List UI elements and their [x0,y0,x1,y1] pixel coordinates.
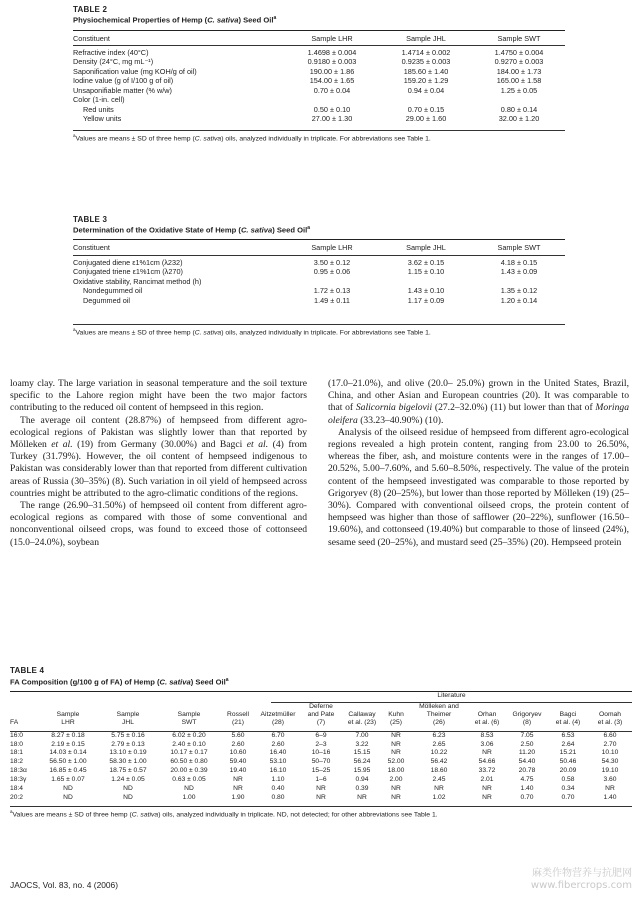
table3-rule-top [73,239,565,240]
table3-header-row [73,243,565,253]
table4-cell: 15.15 [353,749,371,757]
table4-literature-label: Literature [437,692,466,699]
table4-cell: NR [391,740,401,748]
table4-cell: NR [233,776,243,784]
table4-cell: NR [391,749,401,757]
table4-header [342,703,382,728]
table3-row [73,258,565,268]
table4-cell: 16.10 [269,767,287,775]
table4-cell: 0.40 [271,785,285,793]
table3-row-label: Oxidative stability, Rancimat method (h) [73,276,202,286]
table4-cell: 13.10 ± 0.19 [109,749,147,757]
table4-header-line: Sample [116,711,140,719]
table4-cell: 2.65 [432,740,446,748]
table3-cell: 1.43 ± 0.09 [500,267,538,276]
table4-fa-label: 18:3α [10,767,27,775]
table2-header: Constituent [73,34,110,43]
table2-row [73,114,565,124]
table4-cell: 1.10 [271,776,285,784]
table4-rule-bottom [10,806,632,807]
table2-cell: 0.9235 ± 0.003 [401,57,451,66]
table4-cell: 2.01 [480,776,494,784]
table4-cell: 2.60 [271,740,285,748]
table4-cell: NR [482,785,492,793]
table3-rule-mid [73,255,565,256]
table4-cell: 3.60 [603,776,617,784]
table4-cell: 56.24 [353,758,371,766]
table3-cell [285,277,379,287]
table2-row [73,86,565,96]
table4-row [10,741,632,750]
table4-cell: 4.75 [520,776,534,784]
table4-header-row [10,703,632,728]
table4-fa-label: 18:4 [10,785,24,793]
table2-rule-bottom [73,130,565,131]
table2-cell: 0.94 ± 0.04 [407,85,445,95]
table4-fa-label: 18:2 [10,758,24,766]
watermark [531,868,632,892]
table4-row [10,767,632,776]
table4-fa-label: 16:0 [10,731,24,739]
table4-header-line: Rossell [227,711,249,719]
table2-cell: 0.9180 ± 0.003 [307,57,357,66]
table4-header-line: Grigoryev [512,711,542,719]
table4-cell: 50.46 [559,758,577,766]
table4-cell: 50–70 [311,758,331,766]
table4-cell: 18.75 ± 0.57 [109,767,147,775]
table4-cell: 2.70 [603,740,617,748]
table2-row-label: Refractive index (40°C) [73,47,149,57]
table4-cell: 52.00 [387,758,405,766]
table4-header-line: Orhan [477,711,497,719]
table2-cell: 29.00 ± 1.60 [405,114,447,123]
body-paragraph: The range (26.90–31.50%) of hempseed oil content from different agro-ecological regions as compared with those of some conventional and nonconventional oilseed crops, was found to exceed those of cottonseed (15.0–24.0%), soybean [10,500,307,548]
table4-cell: NR [391,731,401,739]
table3-header: Sample SWT [497,243,541,252]
table3-cell: 1.72 ± 0.13 [313,286,351,295]
table4-cell: 6.70 [271,731,285,739]
table4-header-line: LHR [61,719,75,727]
table2-cell: 185.60 ± 1.40 [403,66,449,76]
table2-header: Sample SWT [497,34,541,43]
table2-cell: 27.00 ± 1.30 [311,114,353,123]
table4-header-line: Deferne [309,703,333,710]
table4-cell: 2.45 [432,776,446,784]
table2-row-label: Unsaponifiable matter (% w/w) [73,85,172,95]
table4-cell: 11.20 [518,749,536,757]
table4-cell: 10–16 [311,749,331,757]
table2-cell: 0.70 ± 0.04 [313,85,351,95]
table4-cell: 1–6 [315,776,327,784]
table2-row-label: Color (1-in. cell) [73,95,125,104]
table4-cell: NR [316,793,326,801]
table4-header-line: SWT [181,719,197,727]
table3-row-label: Conjugated diene ε1%1cm (λ232) [73,257,183,267]
table4-cell: ND [123,785,133,793]
table4-cell: 56.50 ± 1.00 [49,758,87,766]
table4-header: FA [10,718,19,726]
body-left-column [10,378,307,549]
table2-row [73,57,565,67]
table2-cell: 1.4714 ± 0.002 [401,47,451,57]
table2-title: Physiochemical Properties of Hemp (C. sativa) Seed Oil$^a$ [73,15,277,25]
table2-row [73,76,565,86]
table4-row [10,758,632,767]
table2-cell: 154.00 ± 1.65 [309,76,355,85]
table4-header-line: et al. (3) [597,719,623,727]
table3-rule-bottom [73,324,565,325]
table3-row-label: Nondegummed oil [83,286,143,295]
table4-header-line: Callaway [348,711,376,719]
table4-cell: 1.00 [182,793,196,801]
table2-rule-top [73,30,565,31]
table2-header: Sample JHL [406,34,446,43]
table2-cell: 1.25 ± 0.05 [500,85,538,95]
table4-header [300,703,342,728]
table2-cell: 0.80 ± 0.14 [500,104,538,114]
table2-cell [473,95,565,105]
table4-cell: 3.06 [480,740,494,748]
table4-cell: 6.23 [432,731,446,739]
table4-cell: ND [184,785,194,793]
table4-fa-label: 18:0 [10,740,24,748]
table4-cell: 1.40 [520,785,534,793]
table4-cell: 33.72 [478,767,496,775]
table4-cell: 18.00 [387,767,405,775]
table2-label: TABLE 2 [73,5,108,14]
table2-row-label: Yellow units [83,114,122,123]
table4-header-line: Oomah [599,711,621,719]
table4-cell: 5.75 ± 0.16 [111,731,145,739]
table3-row-label: Conjugated triene ε1%1cm (λ270) [73,267,183,276]
table4-cell: 0.94 [355,776,369,784]
table2-row [73,105,565,115]
table4-cell: 20.78 [518,767,536,775]
table4-cell: 7.00 [355,731,369,739]
table4-fa-label: 18:3γ [10,776,27,784]
table4-cell: NR [391,793,401,801]
table3-cell: 0.95 ± 0.06 [313,267,351,276]
table4-row [10,794,632,803]
table2-cell [379,95,473,105]
table4-cell: 20.00 ± 0.39 [170,767,208,775]
table4-header-line: Theimer [426,711,452,719]
table2-cell: 159.20 ± 1.29 [403,76,449,85]
table4-header [220,703,256,728]
body-paragraph: Analysis of the oilseed residue of hempseed from different agro-ecological regions revealed a high protein content, ranging from 23.00 to 26.50%, whereas the fiber, ash, and moisture contents were in the ranges of 17.00–20.52%, 5.00–7.60%, and 5.60–8.50%, respectively. The value of the protein content of the hempseed investigated was comparable to those reported by Grigoryev (8) (20–25%), but lower than those reported by Mölleken (19) (25–30%). Compared with conventional oilseed crops, the protein content of hempseed was higher than those of safflower (20–22%), sunflower (16.50–19.60%), and cottonseed (19.40%) but comparable to those of linseed (24%), sesame seed (20–25%), and mustard seed (25–35%) (20). Hempseed protein [328,426,629,548]
table2-cell: 190.00 ± 1.86 [309,66,355,76]
table4-cell: 1.90 [231,793,245,801]
table4-header-line: Aitzetmüller [260,711,296,719]
table4-cell: 10.60 [229,749,247,757]
table4-cell: 0.34 [561,785,575,793]
table3-header: Constituent [73,243,110,252]
table4-header-line: and Pate [307,711,335,719]
table4-fa-label: 18:1 [10,749,24,757]
table3-header: Sample LHR [311,243,353,252]
table2-cell: 165.00 ± 1.58 [496,76,542,85]
table2-cell: 1.4750 ± 0.004 [494,47,544,57]
table4-cell: 1.02 [432,793,446,801]
table4-cell: 1.40 [603,793,617,801]
table4-cell: 10.22 [430,749,448,757]
table4 [10,703,632,803]
table4-cell: NR [482,793,492,801]
table4-header [158,703,220,728]
table3-title: Determination of the Oxidative State of Hemp (C. sativa) Seed Oil$^a$ [73,225,310,235]
table4-cell: 2.79 ± 0.13 [111,740,145,748]
table3-label: TABLE 3 [73,215,108,224]
table4-cell: 53.10 [269,758,287,766]
table3-cell: 1.17 ± 0.09 [407,295,445,305]
table4-cell: NR [391,785,401,793]
table4-fa-label: 20:2 [10,793,24,801]
table3-cell [473,277,565,287]
table3-row [73,267,565,277]
table4-header [548,703,588,728]
table4-cell: 58.30 ± 1.00 [109,758,147,766]
table2-cell: 184.00 ± 1.73 [496,66,542,76]
table2-header-row [73,34,565,44]
table4-cell: 56.42 [430,758,448,766]
table2-header: Sample LHR [311,34,353,43]
table4-label: TABLE 4 [10,666,45,675]
table4-header-line: Mölleken and [419,703,459,710]
table4-footnote: $^a$Values are means ± SD of three hemp (C. sativa) oils, analyzed individually in triplicate. ND, not detected; for other abbreviations see Table 1. [10,809,438,819]
table4-cell: 2.50 [520,740,534,748]
table2-cell: 0.9270 ± 0.003 [494,57,544,66]
table4-cell: 54.30 [601,758,619,766]
table4-cell: ND [123,793,133,801]
table4-header-line: et al. (6) [474,719,500,727]
table4-cell: 0.80 [271,793,285,801]
table2-cell: 32.00 ± 1.20 [498,114,540,123]
table4-header [382,703,410,728]
table2-cell [285,95,379,105]
table2-cell: 1.4698 ± 0.004 [307,47,357,57]
table3-cell: 1.15 ± 0.10 [407,267,445,276]
table4-cell: 15.21 [559,749,577,757]
table4-cell: NR [316,785,326,793]
table4-cell: 6.02 ± 0.20 [172,731,206,739]
table4-cell: NR [482,749,492,757]
table4-cell: 5.60 [231,731,245,739]
table4-cell: NR [434,785,444,793]
table4-header-line: Kuhn [388,711,404,719]
table4-header [98,703,158,728]
table4-header-line: (8) [522,719,532,727]
table4-header-line: JHL [122,719,134,727]
table4-header [256,703,300,728]
table4-header [506,703,548,728]
table4-cell: 0.58 [561,776,575,784]
table4-row [10,749,632,758]
table4-cell: 18.60 [430,767,448,775]
table4-cell: 1.65 ± 0.07 [51,776,85,784]
table4-header [410,703,468,728]
table4-header-line: (7) [316,719,326,727]
table4-cell: 0.63 ± 0.05 [172,776,206,784]
table4-rule-mid [10,731,632,732]
table4-cell: 2.60 [231,740,245,748]
table4-cell: 3.22 [355,740,369,748]
table4-row [10,732,632,741]
table4-cell: 59.40 [229,758,247,766]
table2-row [73,95,565,105]
table4-cell: 0.39 [355,785,369,793]
table4-cell: 19.40 [229,767,247,775]
table4-cell: 14.03 ± 0.14 [49,749,87,757]
table4-cell: 2.19 ± 0.15 [51,740,85,748]
table3-cell: 3.62 ± 0.15 [407,257,445,267]
table2-row [73,48,565,58]
table4-cell: 0.70 [520,793,534,801]
table3-footnote: $^a$Values are means ± SD of three hemp (C. sativa) oils, analyzed individually in triplicate. For abbreviations see Table 1. [73,327,431,337]
table4-row [10,776,632,785]
table2 [73,34,565,124]
table4-cell: 6.53 [561,731,575,739]
body-paragraph: loamy clay. The large variation in seasonal temperature and the soil texture specific to the Lahore region might have been the two major factors contributing to the reduced oil content of hempseed in this region. [10,378,307,414]
table4-cell: 6–9 [315,731,327,739]
table4-header-line: Bagci [559,711,577,719]
body-right-column [328,378,629,549]
table4-cell: 19.10 [601,767,619,775]
table2-cell: 0.50 ± 0.10 [313,104,351,114]
table4-cell: 6.60 [603,731,617,739]
table3-cell: 4.18 ± 0.15 [500,257,538,267]
table3-cell [379,277,473,287]
table2-row-label: Red units [83,104,114,114]
table2-row-label: Saponification value (mg KOH/g of oil) [73,66,197,76]
table4-header-line: Sample [177,711,201,719]
table4-header-line: Sample [56,711,80,719]
table4-header-line: et al. (4) [555,719,581,727]
table3-cell: 1.35 ± 0.12 [500,286,538,295]
table4-cell: 2.40 ± 0.10 [172,740,206,748]
table4-header-line: (25) [390,719,402,727]
table3-cell: 1.20 ± 0.14 [500,295,538,305]
body-paragraph: The average oil content (28.87%) of hempseed from different agro-ecological regions of Pakistan was slightly lower than that reported by Mölleken et al. (19) from Germany (30.00%) and Bagci et al. (4) from Turkey (31.79%). However, the oil content of hempseed indigenous to Pakistan was considerably lower than that reported from different cultivation areas of Russia (30–35%) (8). Such variation in oil yield of hempseed across countries might be attributed to the agro-climatic conditions of the regions. [10,414,307,499]
table4-cell: 8.53 [480,731,494,739]
table4-header-line: (28) [272,719,284,727]
journal-footer: JAOCS, Vol. 83, no. 4 (2006) [10,880,119,890]
table4-header-line: (26) [433,719,445,727]
table2-row [73,67,565,77]
table4-header-line: (21) [232,719,244,727]
table4-title: FA Composition (g/100 g of FA) of Hemp (C. sativa) Seed Oil$^a$ [10,677,229,687]
table4-cell: 2.64 [561,740,575,748]
table4-header-line: et al. (23) [347,719,377,727]
table4-cell: 15.95 [353,767,371,775]
table4-cell: 2.00 [389,776,403,784]
table3-cell: 3.50 ± 0.12 [313,257,351,267]
table4-cell: 10.10 [601,749,619,757]
table2-row-label: Iodine value (g of I/100 g of oil) [73,76,174,85]
table4-cell: NR [233,785,243,793]
table4-cell: 2–3 [315,740,327,748]
table4-cell: ND [63,793,73,801]
table3-header: Sample JHL [406,243,446,252]
table4-header [468,703,506,728]
table4-cell: NR [605,785,615,793]
table4-row [10,785,632,794]
table4-header [38,703,98,728]
table4-cell: 15–25 [311,767,331,775]
table4-cell: 60.50 ± 0.80 [170,758,208,766]
table3-row-label: Degummed oil [83,295,131,305]
table4-cell: 20.09 [559,767,577,775]
table2-rule-mid [73,45,565,46]
table4-cell: ND [63,785,73,793]
table4-cell: 54.66 [478,758,496,766]
watermark-line: 麻类作物营养与抗肥网 [532,868,632,879]
table2-row-label: Density (24°C, mg mL⁻¹) [73,57,154,66]
table4-cell: 16.40 [269,749,287,757]
table4-header [588,703,632,728]
table4-cell: 0.70 [561,793,575,801]
table3-row [73,296,565,306]
table3-row [73,286,565,296]
table4-cell: 7.05 [520,731,534,739]
table4-cell: 10.17 ± 0.17 [170,749,208,757]
table2-footnote: $^a$Values are means ± SD of three hemp (C. sativa) oils, analyzed individually in triplicate. For abbreviations see Table 1. [73,133,431,143]
table4-cell: 16.85 ± 0.45 [49,767,87,775]
table4-cell: 1.24 ± 0.05 [111,776,145,784]
table3-cell: 1.43 ± 0.10 [407,286,445,295]
table4-cell: 8.27 ± 0.18 [51,731,85,739]
table3-cell: 1.49 ± 0.11 [314,295,350,305]
table2-cell: 0.70 ± 0.15 [407,104,445,114]
body-paragraph: (17.0–21.0%), and olive (20.0– 25.0%) grown in the United States, Brazil, China, and other Asian and European countries (20). It was comparable to that of Salicornia bigelovii (27.2–32.0%) (11) but lower than that of Moringa oleifera (33.23–40.90%) (10). [328,378,629,426]
table3 [73,243,565,305]
table4-cell: 54.40 [518,758,536,766]
table3-row [73,277,565,287]
watermark-line: www.fibercrops.com [530,880,632,891]
table4-cell: NR [357,793,367,801]
